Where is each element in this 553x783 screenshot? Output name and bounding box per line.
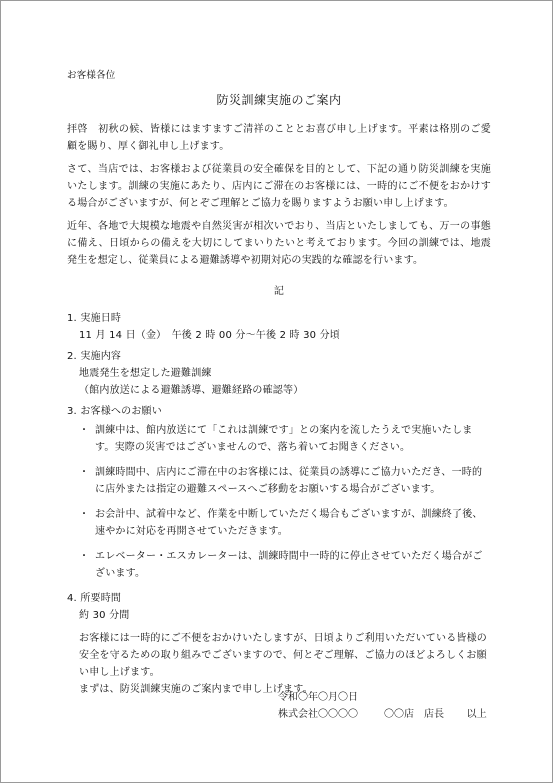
bullet-mark: ・: [79, 467, 90, 478]
ki-heading: 記: [273, 286, 285, 297]
section-line: （館内放送による避難誘導、避難経路の確認等）: [79, 385, 304, 396]
section-duration: [67, 590, 491, 624]
list-item: [67, 464, 491, 498]
section-line: 約 30 分間: [79, 610, 130, 621]
background-paragraph: 近年、各地で大規模な地震や自然災害が相次いでおり、当店といたしましても、万一の事態に備え、日頃からの備えを大切にしてまいりたいと考えております。今回の訓練では、地震発生を想定し、従業員による避難誘導や初期対応の実践的な確認を行います。: [67, 221, 491, 266]
list-item: [67, 422, 491, 456]
bullet-mark: ・: [79, 425, 90, 436]
list-item: [67, 548, 491, 582]
section-line: 地震発生を想定した避難訓練: [79, 368, 212, 379]
document-title: 防災訓練実施のご案内: [216, 93, 342, 107]
purpose-paragraph: さて、当店では、お客様および従業員の安全確保を目的として、下記の通り防災訓練を実施いたします。訓練の実施にあたり、店内にご滞在のお客様には、一時的にご不便をおかけする場合がございますが、何とぞご理解とご協力を賜りますようお願い申し上げます。: [67, 164, 491, 209]
signature-block: [278, 689, 444, 723]
issue-date: 令和〇年〇月〇日: [278, 692, 358, 703]
section-heading: 2. 実施内容: [67, 351, 122, 362]
list-item: [67, 506, 491, 540]
list-item-text: お会計中、試着中など、作業を中断していただく場合もございますが、訓練終了後、速やかに対応を再開させていただきます。: [95, 509, 483, 537]
bullet-mark: ・: [79, 551, 90, 562]
section-requests: [67, 403, 491, 582]
section-content: [67, 348, 491, 399]
list-item-text: 訓練中は、館内放送にて「これは訓練です」との案内を流したうえで実施いたします。実際の災害ではございませんので、落ち着いてお聞きください。: [95, 425, 473, 453]
section-heading: 1. 実施日時: [67, 313, 122, 324]
section-line: 11 月 14 日（金） 午後 2 時 00 分～午後 2 時 30 分頃: [79, 330, 340, 341]
company-name: 株式会社〇〇〇〇: [278, 709, 358, 720]
greeting-paragraph: 拝啓 初秋の候、皆様にはますますご清祥のこととお喜び申し上げます。平素は格別のご愛顧を賜り、厚く御礼申し上げます。: [67, 124, 491, 152]
closing-block: [79, 630, 491, 698]
section-heading: 4. 所要時間: [67, 593, 122, 604]
document-body: [67, 67, 491, 723]
bullet-mark: ・: [79, 509, 90, 520]
issuer-line: [278, 706, 444, 723]
list-item-text: 訓練時間中、店内にご滞在中のお客様には、従業員の誘導にご協力いただき、一時的に店外または指定の避難スペースへご移動をお願いする場合がございます。: [95, 467, 483, 495]
section-date: [67, 310, 491, 344]
addressee: お客様各位: [67, 70, 116, 81]
branch-manager: 〇〇店 店長: [384, 709, 444, 720]
ijo-closing-mark: 以上: [466, 709, 487, 720]
closing-paragraph: まずは、防災訓練実施のご案内まで申し上げます。: [79, 684, 313, 695]
closing-paragraph: お客様には一時的にご不便をおかけいたしますが、日頃よりご利用いただいている皆様の安全を守るための取り組みでございますので、何とぞご理解、ご協力のほどよろしくお願い申し上げます。: [79, 633, 487, 678]
request-list: [67, 422, 491, 582]
section-heading: 3. お客様へのお願い: [67, 406, 162, 417]
list-item-text: エレベーター・エスカレーターは、訓練時間中一時的に停止させていただく場合がございます。: [95, 551, 483, 579]
